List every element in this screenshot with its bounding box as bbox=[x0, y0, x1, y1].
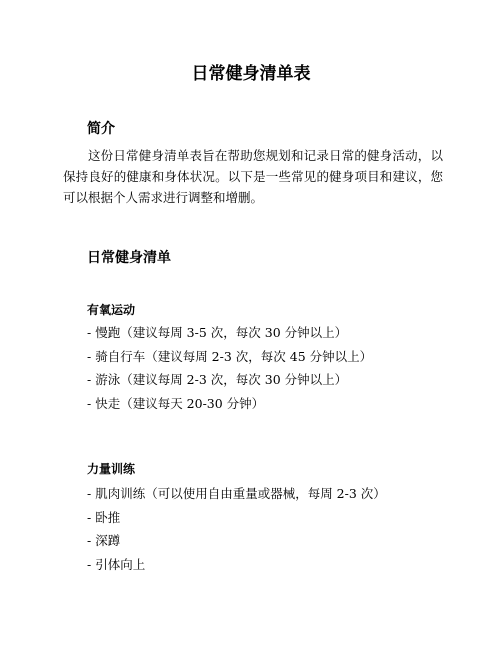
section-heading-aerobic: 有氧运动 bbox=[87, 303, 136, 317]
list-item: - 快走（建议每天 20-30 分钟） bbox=[87, 395, 265, 411]
intro-paragraph: 这份日常健身清单表旨在帮助您规划和记录日常的健身活动，以保持良好的健康和身体状况。以下是一些常见的健身项目和建议，您可以根据个人需求进行调整和增删。 bbox=[63, 148, 443, 205]
list-item: - 骑自行车（建议每周 2-3 次，每次 45 分钟以上） bbox=[87, 348, 373, 364]
list-item: - 卧推 bbox=[87, 509, 121, 525]
section-heading-strength: 力量训练 bbox=[87, 462, 136, 476]
checklist-heading: 日常健身清单 bbox=[87, 250, 171, 266]
intro-heading: 简介 bbox=[87, 121, 115, 137]
aerobic-list bbox=[87, 324, 372, 418]
strength-list bbox=[87, 485, 386, 579]
list-item: - 肌肉训练（可以使用自由重量或器械，每周 2-3 次） bbox=[87, 486, 386, 501]
list-item: - 慢跑（建议每周 3-5 次，每次 30 分钟以上） bbox=[87, 325, 348, 340]
document-title: 日常健身清单表 bbox=[191, 64, 311, 84]
list-item: - 游泳（建议每周 2-3 次，每次 30 分钟以上） bbox=[87, 372, 348, 387]
list-item: - 深蹲 bbox=[87, 533, 121, 548]
list-item: - 引体向上 bbox=[87, 556, 146, 572]
